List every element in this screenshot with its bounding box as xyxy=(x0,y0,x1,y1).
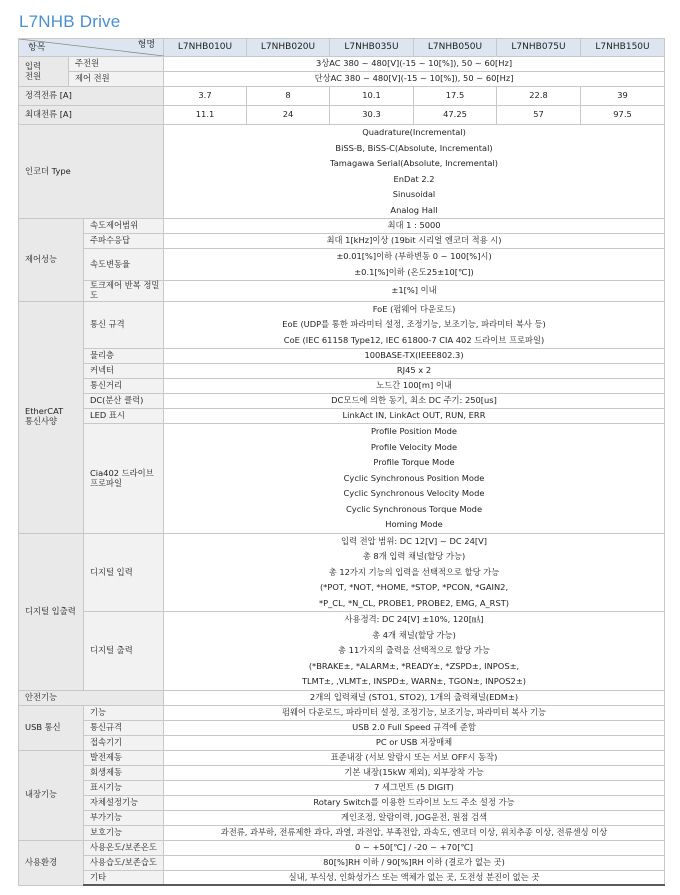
torque-precision-value: ±1[%] 이내 xyxy=(164,281,665,302)
digital-input-line: 총 8개 입력 채널(할당 가능) xyxy=(362,551,466,562)
temperature-label: 사용온도/보존온도 xyxy=(84,840,164,855)
drive-profile-mode: Profile Position Mode xyxy=(371,426,457,437)
model-name: L7NHB020U xyxy=(247,39,330,57)
digital-output-values xyxy=(164,612,665,691)
led-label: LED 표시 xyxy=(84,409,164,424)
model-name: L7NHB050U xyxy=(414,39,497,57)
spec-table xyxy=(18,38,665,886)
usb-function-label: 기능 xyxy=(84,705,164,720)
encoder-type: BiSS-B, BiSS-C(Absolute, Incremental) xyxy=(335,142,493,153)
control-power-label: 제어 전원 xyxy=(69,72,164,87)
rated-current-value: 3.7 xyxy=(164,87,247,106)
regen-brake-value: 기본 내장(15kW 제외), 외부장착 가능 xyxy=(164,765,665,780)
digital-output-label: 디지털 출력 xyxy=(84,612,164,691)
input-power-label: 입력 전원 xyxy=(19,57,69,87)
max-current-value: 57 xyxy=(497,106,581,125)
regen-brake-label: 회생제동 xyxy=(84,765,164,780)
display-label: 표시기능 xyxy=(84,780,164,795)
digital-io-label: 디지털 입출력 xyxy=(19,533,84,690)
speed-variation-line: ±0.1[%]이하 (온도25±10[℃]) xyxy=(354,266,474,277)
comm-spec-line: CoE (IEC 61158 Type12, IEC 61800-7 CIA 402 드라이브 프로파일) xyxy=(283,334,545,345)
max-current-value: 97.5 xyxy=(581,106,665,125)
dynamic-brake-value: 표준내장 (서보 알람시 또는 서보 OFF시 동작) xyxy=(164,750,665,765)
connector-value: RJ45 x 2 xyxy=(164,364,665,379)
digital-output-line: 총 4개 채널(할당 가능) xyxy=(372,629,456,640)
physical-layer-value: 100BASE-TX(IEEE802.3) xyxy=(164,349,665,364)
digital-output-line: 사용정격: DC 24[V] ±10%, 120[㎃] xyxy=(344,614,484,625)
led-value: LinkAct IN, LinkAct OUT, RUN, ERR xyxy=(164,409,665,424)
usb-device-value: PC or USB 저장매체 xyxy=(164,735,665,750)
safety-value: 2개의 입력채널 (STO1, STO2), 1개의 출력채널(EDM±) xyxy=(164,690,665,705)
drive-profile-values xyxy=(164,424,665,534)
comm-spec-line: FoE (펌웨어 다운로드) xyxy=(372,303,456,314)
item-header-label: 항목 xyxy=(28,43,46,53)
protection-label: 보호기능 xyxy=(84,825,164,840)
digital-output-line: TLMT±, ,VLMT±, INSPD±, WARN±, TGON±, INPOS2±) xyxy=(301,676,527,687)
digital-input-line: 총 12가지 기능의 입력을 선택적으로 할당 가능 xyxy=(328,566,500,577)
max-current-value: 11.1 xyxy=(164,106,247,125)
encoder-type: Tamagawa Serial(Absolute, Incremental) xyxy=(330,158,498,168)
usb-spec-label: 통신규격 xyxy=(84,720,164,735)
comm-spec-line: EoE (UDP를 통한 파라미터 설정, 조정기능, 보조기능, 파라미터 복사 등) xyxy=(282,319,546,330)
other-env-label: 기타 xyxy=(84,870,164,885)
encoder-type: EnDat 2.2 xyxy=(393,173,435,184)
extra-function-value: 게인조정, 알람이력, JOG운전, 원점 검색 xyxy=(164,810,665,825)
digital-input-line: (*POT, *NOT, *HOME, *STOP, *PCON, *GAIN2, xyxy=(319,582,509,593)
header-diagonal-cell xyxy=(19,39,164,57)
main-power-value: 3상AC 380 ~ 480[V](-15 ~ 10[%]), 50 ~ 60[Hz] xyxy=(164,57,665,72)
max-current-value: 47.25 xyxy=(414,106,497,125)
max-current-label: 최대전류 [A] xyxy=(19,106,164,125)
rated-current-value: 10.1 xyxy=(330,87,414,106)
usb-spec-value: USB 2.0 Full Speed 규격에 준함 xyxy=(164,720,665,735)
drive-profile-mode: Profile Velocity Mode xyxy=(370,441,458,452)
usb-device-label: 접속기기 xyxy=(84,735,164,750)
digital-input-line: 입력 전압 범위: DC 12[V] ~ DC 24[V] xyxy=(340,535,488,546)
model-name: L7NHB035U xyxy=(330,39,414,57)
header-row xyxy=(19,39,665,57)
extra-function-label: 부가기능 xyxy=(84,810,164,825)
digital-input-line: *P_CL, *N_CL, PROBE1, PROBE2, EMG, A_RST) xyxy=(319,597,510,608)
torque-precision-label: 토크제어 반복 정밀도 xyxy=(84,281,164,302)
speed-variation-label: 속도변동율 xyxy=(84,249,164,281)
frequency-response-label: 주파수응답 xyxy=(84,234,164,249)
drive-profile-mode: Cyclic Synchronous Position Mode xyxy=(343,472,485,483)
encoder-values xyxy=(164,125,665,219)
comm-spec-label: 통신 규격 xyxy=(84,301,164,349)
usb-label: USB 통신 xyxy=(19,705,84,750)
model-name: L7NHB150U xyxy=(581,39,665,57)
safety-label: 안전기능 xyxy=(19,690,164,705)
rated-current-label: 정격전류 [A] xyxy=(19,87,164,106)
rated-current-value: 8 xyxy=(247,87,330,106)
encoder-type: Analog Hall xyxy=(390,204,438,215)
builtin-label: 내장기능 xyxy=(19,750,84,840)
digital-output-line: 총 11가지의 출력을 선택적으로 할당 가능 xyxy=(338,645,490,656)
frequency-response-value: 최대 1[kHz]이상 (19bit 시리얼 엔코더 적용 시) xyxy=(164,234,665,249)
comm-distance-value: 노드간 100[m] 이내 xyxy=(164,379,665,394)
rated-current-value: 39 xyxy=(581,87,665,106)
control-power-value: 단상AC 380 ~ 480[V](-15 ~ 10[%]), 50 ~ 60[Hz] xyxy=(164,72,665,87)
model-name: L7NHB010U xyxy=(164,39,247,57)
drive-profile-label: Cia402 드라이브 프로파일 xyxy=(84,424,164,534)
temperature-value: 0 ~ +50[℃] / -20 ~ +70[℃] xyxy=(164,840,665,855)
protection-value: 과전류, 과부하, 전류제한 과다, 과열, 과전압, 부족전압, 과속도, 엔코더 이상, 위치추종 이상, 전류센싱 이상 xyxy=(164,825,665,840)
model-name: L7NHB075U xyxy=(497,39,581,57)
encoder-label: 인코더 Type xyxy=(19,125,164,219)
main-power-label: 주전원 xyxy=(69,57,164,72)
comm-distance-label: 통신거리 xyxy=(84,379,164,394)
display-value: 7 세그먼트 (5 DIGIT) xyxy=(164,780,665,795)
ethercat-label: EtherCAT 통신사양 xyxy=(19,301,84,533)
humidity-label: 사용습도/보존습도 xyxy=(84,855,164,870)
dynamic-brake-label: 발전제동 xyxy=(84,750,164,765)
digital-output-line: (*BRAKE±, *ALARM±, *READY±, *ZSPD±, INPOS±, xyxy=(308,660,520,671)
other-env-value: 실내, 부식성, 인화성가스 또는 액체가 없는 곳, 도전성 분진이 없는 곳 xyxy=(164,870,665,885)
rated-current-value: 17.5 xyxy=(414,87,497,106)
rated-current-value: 22.8 xyxy=(497,87,581,106)
encoder-type: Quadrature(Incremental) xyxy=(362,127,466,137)
humidity-value: 80[%]RH 이하 / 90[%]RH 이하 (결로가 없는 곳) xyxy=(164,855,665,870)
max-current-value: 24 xyxy=(247,106,330,125)
environment-label: 사용환경 xyxy=(19,840,84,885)
drive-profile-mode: Cyclic Synchronous Torque Mode xyxy=(345,503,483,514)
speed-range-label: 속도제어범위 xyxy=(84,219,164,234)
digital-input-values xyxy=(164,533,665,612)
self-setting-value: Rotary Switch를 이용한 드라이브 노드 주소 설정 가능 xyxy=(164,795,665,810)
page-title: L7NHB Drive xyxy=(19,12,121,31)
speed-variation-line: ±0.01[%]이하 (부하변동 0 ~ 100[%]시) xyxy=(336,251,492,261)
model-header-label: 형명 xyxy=(137,40,156,50)
speed-range-value: 최대 1 : 5000 xyxy=(164,219,665,234)
drive-profile-mode: Profile Torque Mode xyxy=(373,457,455,468)
physical-layer-label: 물리층 xyxy=(84,349,164,364)
max-current-value: 30.3 xyxy=(330,106,414,125)
digital-input-label: 디지털 입력 xyxy=(84,533,164,612)
connector-label: 커넥터 xyxy=(84,364,164,379)
dc-clock-label: DC(분산 클럭) xyxy=(84,394,164,409)
encoder-type: Sinusoidal xyxy=(392,189,436,199)
drive-profile-mode: Cyclic Synchronous Velocity Mode xyxy=(343,488,485,499)
self-setting-label: 자체설정기능 xyxy=(84,795,164,810)
speed-variation-values xyxy=(164,249,665,281)
usb-function-value: 펌웨어 다운로드, 파라미터 설정, 조정기능, 보조기능, 파라미터 복사 기능 xyxy=(164,705,665,720)
control-performance-label: 제어성능 xyxy=(19,219,84,302)
dc-clock-value: DC모드에 의한 동기, 최소 DC 주기: 250[us] xyxy=(164,394,665,409)
drive-profile-mode: Homing Mode xyxy=(385,519,443,530)
comm-spec-values xyxy=(164,301,665,349)
